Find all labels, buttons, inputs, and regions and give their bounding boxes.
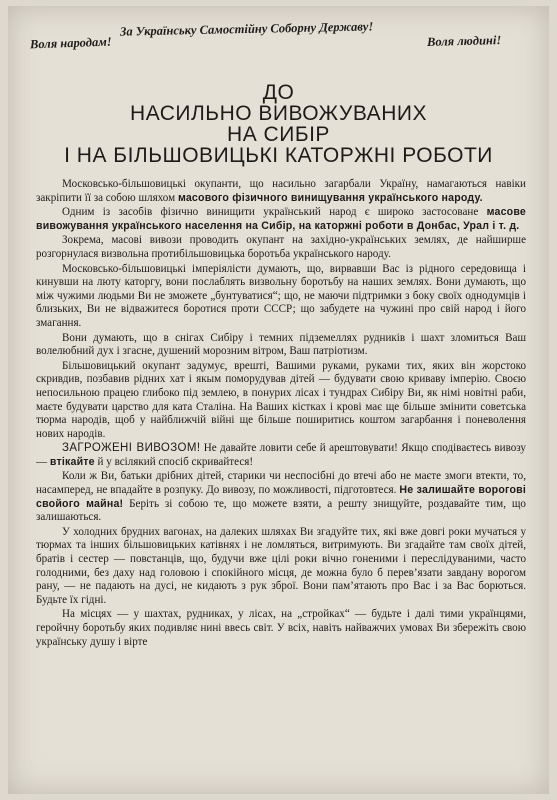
warning-heading: ЗАГРОЖЕНІ ВИВОЗОМ! xyxy=(62,442,201,455)
paragraph-7-emphasis: втікайте xyxy=(49,455,95,468)
leaflet-sheet xyxy=(8,6,549,794)
title-line-4: І НА БІЛЬШОВИЦЬКІ КАТОРЖНІ РОБОТИ xyxy=(64,144,493,167)
paragraph-1-emphasis: масового фізичного винищування українського народу. xyxy=(177,191,483,204)
paragraph-4: Московсько-більшовицькі імперіялісти думають, що, вирвавши Вас із рідного середовища і кинувши на люту каторгу, вони послаблять визвольну боротьбу на наших землях. Вони думають, що між чужими людьми Ви не зможете „бунтуватися“; що, не маючи підтримки з боку своїх однодумців і близьких, Ви не відважитеся боротися проти СССР; що забудете на чужині про свій народ і його змагання. xyxy=(36,262,526,329)
slogan-left: Воля народам! xyxy=(29,34,112,52)
paragraph-7 xyxy=(36,442,526,469)
paragraph-10: На місцях — у шахтах, рудниках, у лісах, на „стройках“ — будьте і далі тими українцями, геройчну боротьбу яких подивляє нині ввесь світ. У всіх, навіть найважчих умовах Ви збережіть свою українську душу і вірте xyxy=(36,608,526,648)
title-line-2: НАСИЛЬНО ВИВОЖУВАНИХ xyxy=(130,102,427,125)
paragraph-8 xyxy=(36,470,526,524)
paragraph-8-tail: Беріть зі собою те, що можете взяти, а решту знищуйте, роздавайте тим, що залишаються. xyxy=(36,497,526,524)
paragraph-1-text: Московсько-більшовицькі окупанти, що насильно загарбали Україну, намагаються навіки закріпити її за собою шляхом xyxy=(36,178,526,204)
paragraph-6: Більшовицький окупант задумує, врешті, Вашими руками, руками тих, яких він жорстоко скривдив, позбавив рідних хат і якым поморудував дітей — будувати свою криваву імперію. Своєю непосильною працею глибоко під землею, в понурих лісах і тундрах Сибіру Ви, як німі новітні раби, маєте будувати царство для ката Сталіна. На Ваших кістках і крові має ще більше змінити советська тюрма народів, щоб у найближчій війні ще більше поширитись коштом загарбання і поневолення нових народів. xyxy=(36,359,526,440)
title-line-1: ДО xyxy=(262,81,295,104)
paragraph-7-text: Не давайте ловити себе й арештовувати! Якщо сподіваєтесь вивозу — xyxy=(36,442,526,468)
paragraph-1 xyxy=(36,178,526,205)
paragraph-2-emphasis: масове вивожування українського населення на Сибір, на каторжні роботи в Донбас, Урал і т. д. xyxy=(36,206,526,232)
slogan-center: За Українську Самостійну Соборну Державу! xyxy=(119,19,374,39)
paragraph-5: Вони думають, що в снігах Сибіру і темних підземеллях рудників і шахт зломиться Ваш волелюбний дух і згасне, душений морозним вітром, Ваш патріотизм. xyxy=(36,331,526,358)
paragraph-3: Зокрема, масові вивози проводить окупант на західно-українських землях, де найширше розгорнулася визвольна протибільшовицька боротьба українського народу. xyxy=(36,234,526,260)
paragraph-7-tail: й у всілякий спосіб скривайтеся! xyxy=(94,455,254,468)
paragraph-9: У холодних брудних вагонах, на далеких шляхах Ви згадуйте тих, які вже довгі роки мучаться у тюрмах та інших більшовицьких катівнях і не ломляться, витримують. Ви згадайте там своїх дітей, братів і сестер — повстанців, що, будучи вже цілі роки вічно гоненими і переслідуваними, часто голодними, без даху над головою і спокійного місця, де можна було б перев’язати завдану ворогом рану, — не падають на дусі, не кидають з рук зброї. Вони пам’ятають про Вас і за Вас борються. Будьте їх гідні. xyxy=(36,525,526,606)
leaflet-title xyxy=(8,82,549,166)
paragraph-8-emphasis: Не залишайте ворогові свойого майна! xyxy=(36,484,526,510)
paragraph-2-text: Одним із засобів фізично винищити український народ є широко застосоване xyxy=(62,206,487,219)
title-line-3: НА СИБІР xyxy=(227,123,330,146)
paragraph-2 xyxy=(36,206,526,233)
paragraph-8-text: Коли ж Ви, батьки дрібних дітей, старики чи неспосібні до втечі або не маєте змоги втекти, то, насамперед, не впадайте в розпуку. До вивозу, по можливості, підготовтеся. xyxy=(36,470,526,497)
leaflet-body xyxy=(36,178,526,649)
slogan-right: Воля людині! xyxy=(426,33,502,49)
